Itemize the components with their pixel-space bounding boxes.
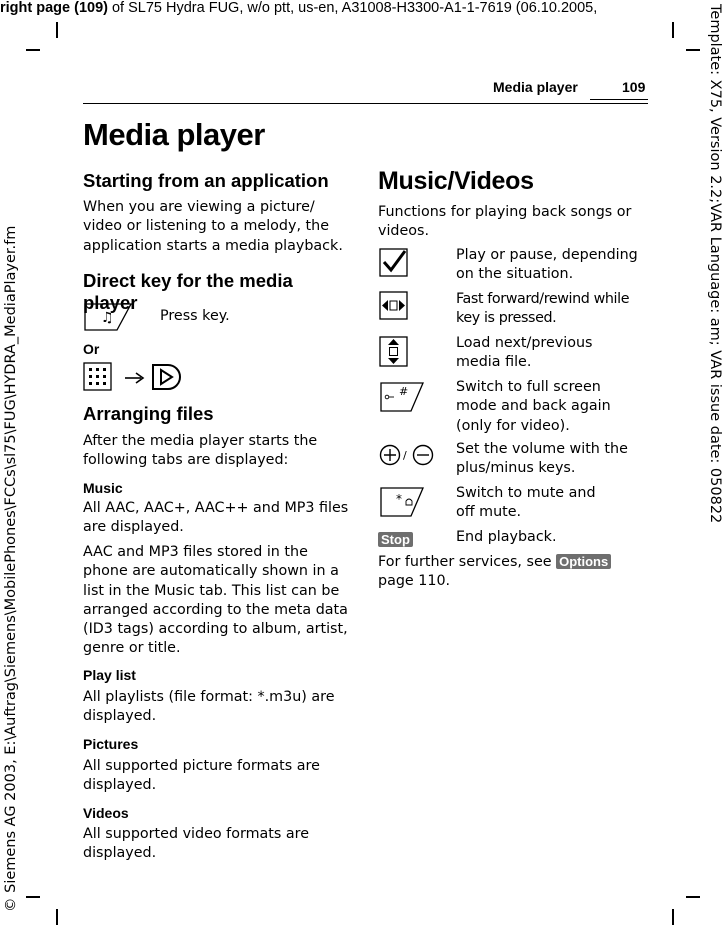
subheading-videos: Videos [83, 805, 129, 821]
paragraph-music-2 [83, 543, 351, 659]
text-line: Load next/previous [456, 335, 593, 351]
function-desc [456, 378, 648, 436]
minus-key-icon [412, 444, 434, 466]
text-line: displayed. [83, 708, 157, 725]
crop-mark [26, 896, 40, 898]
template-side-text: Template: X75, Version 2.2;VAR Language: am; VAR issue date: 050822 [707, 4, 723, 524]
text-line: following tabs are displayed: [83, 452, 289, 469]
section-heading-starting: Starting from an application [83, 170, 329, 191]
text-line: (only for video). [456, 417, 570, 434]
text-line: Switch to mute and [456, 485, 596, 501]
menu-grid-icon [83, 362, 113, 392]
production-header-bold: right page (109) [0, 0, 108, 16]
section-heading-direct-key: Direct key for the media player [83, 270, 293, 313]
svg-text:*: * [396, 492, 402, 506]
function-desc [456, 290, 648, 329]
function-desc [456, 246, 648, 285]
paragraph-pictures [83, 757, 351, 796]
section-heading-music-videos: Music/Videos [378, 167, 534, 195]
text-line: (ID3 tags) according to album, artist, [83, 621, 348, 638]
svg-text:#: # [399, 385, 409, 398]
text-line: on the situation. [456, 266, 574, 283]
text-line: plus/minus keys. [456, 460, 576, 477]
text-line: AAC and MP3 files stored in the [83, 544, 308, 560]
paragraph-music-1 [83, 499, 351, 538]
text-line: key is pressed. [456, 310, 557, 327]
text-line: Set the volume with the [456, 441, 628, 457]
text-line: All AAC, AAC+, AAC++ and MP3 files [83, 500, 349, 516]
crop-mark [26, 49, 40, 51]
crop-mark [56, 909, 58, 925]
subheading-pictures: Pictures [83, 736, 139, 752]
subheading-music: Music [83, 480, 123, 496]
text-line: phone are automatically shown in a [83, 563, 339, 580]
text-line: Switch to full screen [456, 379, 601, 395]
page-title: Media player [83, 117, 265, 152]
text-line: Fast forward/rewind while [456, 291, 630, 307]
star-key-icon [379, 486, 425, 518]
text-line: genre or title. [83, 640, 181, 657]
plus-key-icon [379, 444, 401, 466]
production-header-rest: of SL75 Hydra FUG, w/o ptt, us-en, A31008-H3300-A1-1-7619 (06.10.2005, [107, 0, 598, 16]
function-desc [456, 528, 648, 547]
text-line: When you are viewing a picture/ [83, 199, 315, 215]
text-line: videos. [378, 223, 430, 240]
text-line: application starts a media playback. [83, 237, 343, 254]
text-line: After the media player starts the [83, 433, 318, 449]
text-line: page 110. [378, 573, 451, 590]
svg-text:♫: ♫ [101, 310, 114, 326]
text-line: Functions for playing back songs or [378, 204, 632, 220]
crop-mark [686, 49, 700, 51]
text-line: displayed. [83, 845, 157, 862]
running-header-page-number: 109 [622, 79, 646, 95]
hash-key-icon [379, 381, 425, 413]
function-desc [456, 484, 648, 523]
crop-mark [56, 22, 58, 38]
text-line: End playback. [456, 529, 557, 545]
section-heading-arranging: Arranging files [83, 403, 214, 424]
header-rule-tick [590, 99, 648, 100]
subheading-play-list: Play list [83, 667, 136, 683]
stop-softkey [378, 529, 413, 548]
paragraph-videos [83, 825, 351, 864]
text-line: off mute. [456, 504, 522, 521]
copyright-side-text: © Siemens AG 2003, E:\Auftrag\Siemens\MobilePhones\FCCs\sl75\FUG\HYDRA_MediaPlayer.fm [3, 225, 19, 912]
paragraph-music-videos-intro [378, 203, 646, 242]
media-player-key-icon [83, 302, 133, 332]
press-key-text: Press key. [160, 308, 230, 324]
options-softkey-label: Options [556, 554, 611, 569]
text-line: All playlists (file format: *.m3u) are [83, 689, 335, 705]
paragraph-starting [83, 198, 351, 256]
text-line: All supported picture formats are [83, 758, 320, 774]
function-desc [456, 334, 648, 373]
media-player-app-icon [150, 361, 184, 393]
arrow-icon [124, 371, 146, 385]
text-line: video or listening to a melody, the [83, 218, 330, 235]
running-header-title: Media player [493, 79, 578, 95]
crop-mark [686, 896, 700, 898]
text-line: arranged according to the meta data [83, 601, 348, 618]
text-line: are displayed. [83, 519, 184, 536]
text-line: Play or pause, depending [456, 247, 638, 263]
nav-left-right-icon [379, 291, 409, 321]
nav-up-down-icon [379, 336, 409, 368]
select-softkey-icon [379, 248, 409, 278]
function-desc [456, 440, 648, 479]
text-line: media file. [456, 354, 532, 371]
crop-mark [672, 909, 674, 925]
paragraph-arranging-intro [83, 432, 351, 471]
text-line: list in the Music tab. This list can be [83, 582, 340, 599]
paragraph-play-list [83, 688, 351, 727]
text-line: displayed. [83, 777, 157, 794]
further-services [378, 552, 646, 592]
crop-mark [672, 22, 674, 38]
plus-minus-separator: / [403, 449, 407, 462]
or-label: Or [83, 341, 100, 357]
stop-softkey-label: Stop [378, 532, 413, 547]
text-line [378, 552, 646, 572]
header-rule [83, 103, 648, 104]
production-header [0, 0, 597, 16]
further-prefix: For further services, see [378, 554, 557, 570]
text-line: All supported video formats are [83, 826, 309, 842]
text-line: mode and back again [456, 398, 611, 415]
